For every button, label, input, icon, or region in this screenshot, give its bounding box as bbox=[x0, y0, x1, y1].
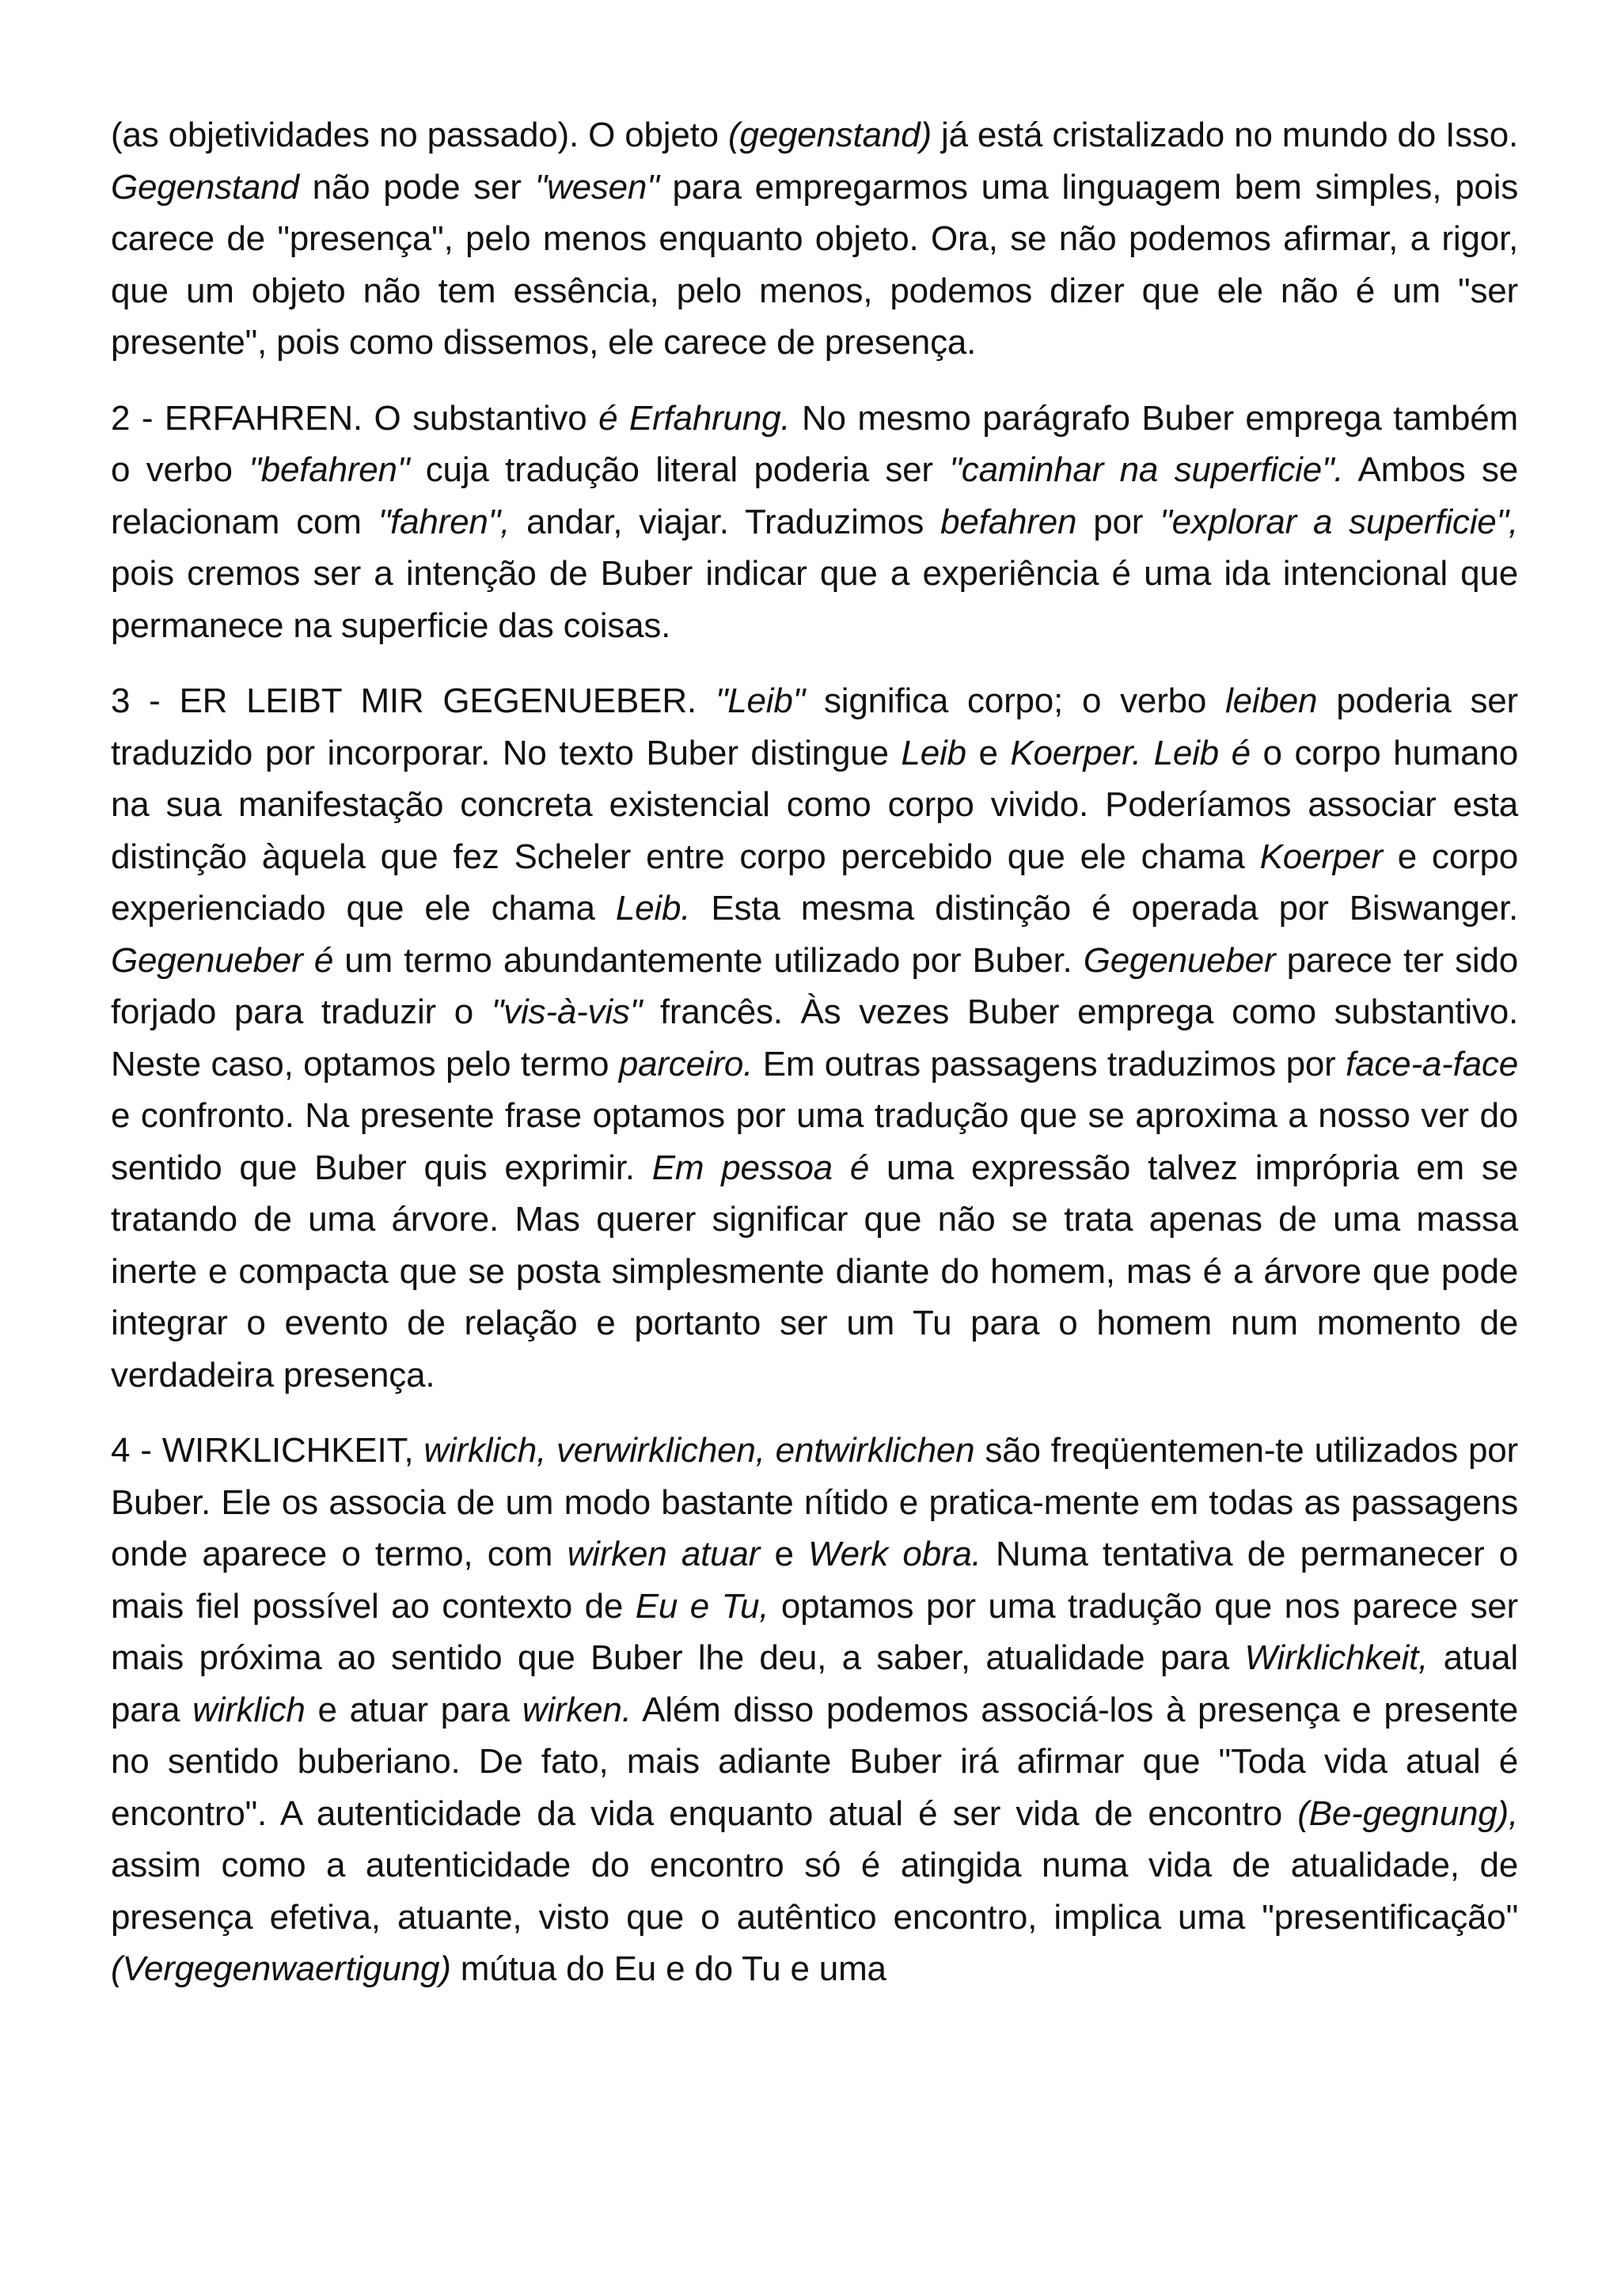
text-segment: significa corpo; o verbo bbox=[805, 681, 1226, 720]
italic-term: leiben bbox=[1225, 681, 1318, 720]
text-segment: e confronto. Na presente frase optamos por uma tradução que se aproxima a nosso ver do sentido que Buber quis exprimir. bbox=[111, 1096, 1518, 1187]
italic-term: "explorar a superficie", bbox=[1160, 502, 1519, 541]
text-segment: 2 - ERFAHREN. O substantivo bbox=[111, 398, 599, 438]
italic-term: befahren bbox=[940, 502, 1077, 541]
text-segment: mútua do Eu e do Tu e uma bbox=[450, 1949, 886, 1988]
text-segment: parece ter sido forjado para traduzir o bbox=[111, 940, 1518, 1031]
text-segment: Esta mesma distinção é operada por Biswanger. bbox=[690, 889, 1519, 928]
text-segment: optamos por uma tradução que nos parece ser mais próxima ao sentido que Buber lhe deu, a saber, atualidade para bbox=[111, 1586, 1518, 1677]
text-segment: No mesmo parágrafo Buber emprega também o verbo bbox=[111, 398, 1518, 489]
italic-term: "Leib" bbox=[715, 681, 806, 720]
italic-term: Wirklichkeit, bbox=[1244, 1638, 1429, 1677]
text-segment: 4 - WIRKLICHKEIT, bbox=[111, 1431, 424, 1470]
text-segment: atual para bbox=[111, 1638, 1518, 1729]
italic-term: (Be-gegnung), bbox=[1297, 1793, 1518, 1833]
text-segment: e bbox=[760, 1535, 809, 1573]
text-segment: Além disso podemos associá-los à presença e presente no sentido buberiano. De fato, mais adiante Buber irá afirmar que "Toda vida atual é encontro". A autenticidade da vida enquanto atual é ser vida de encontro bbox=[111, 1690, 1518, 1833]
text-segment: por bbox=[1076, 502, 1160, 541]
text-segment: uma expressão talvez imprópria em se tratando de uma árvore. Mas querer significar que não se trata apenas de uma massa inerte e compacta que se posta simplesmente diante do homem, mas é a árvore que pode integrar o evento de relação e portanto ser um Tu para o homem num momento de verdadeira presença. bbox=[111, 1148, 1518, 1395]
text-segment: poderia ser traduzido por incorporar. No texto Buber distingue bbox=[111, 681, 1518, 772]
italic-term: (Vergegenwaertigung) bbox=[111, 1949, 451, 1988]
italic-term: "vis-à-vis" bbox=[491, 992, 643, 1031]
italic-term: Leib bbox=[901, 733, 966, 772]
italic-term: Gegenueber é bbox=[111, 940, 334, 980]
text-segment: 3 - ER LEIBT MIR GEGENUEBER. bbox=[111, 681, 716, 720]
paragraph-er-leibt-mir-gegenueber bbox=[111, 675, 1518, 1401]
text-segment: não pode ser bbox=[298, 167, 535, 207]
text-segment: o corpo humano na sua manifestação concreta existencial como corpo vivido. Poderíamos associar esta distinção àquela que fez Scheler entre corpo percebido que ele chama bbox=[111, 733, 1518, 876]
text-segment: Em outras passagens traduzimos por bbox=[753, 1044, 1346, 1083]
italic-term: "befahren" bbox=[249, 450, 410, 489]
text-segment: são freqüentemen-te utilizados por Buber. Ele os associa de um modo bastante nítido e pratica-mente em todas as passagens onde aparece o termo, com bbox=[111, 1431, 1518, 1573]
italic-term: Gegenueber bbox=[1083, 940, 1276, 980]
italic-term: é Erfahrung. bbox=[598, 398, 791, 438]
italic-term: Koerper. Leib é bbox=[1010, 733, 1251, 772]
italic-term: wirken atuar bbox=[567, 1535, 761, 1573]
italic-term: Werk obra. bbox=[808, 1535, 981, 1573]
italic-term: Koerper bbox=[1259, 837, 1383, 876]
text-segment: cuja tradução literal poderia ser bbox=[409, 450, 950, 489]
italic-term: "fahren", bbox=[378, 502, 511, 541]
text-segment: Numa tentativa de permanecer o mais fiel possível ao contexto de bbox=[111, 1535, 1518, 1626]
italic-term: wirklich, verwirklichen, entwirklichen bbox=[423, 1431, 975, 1470]
text-segment: um termo abundantemente utilizado por Buber. bbox=[333, 940, 1084, 980]
text-segment: e corpo experienciado que ele chama bbox=[111, 837, 1518, 928]
italic-term: "wesen" bbox=[534, 167, 659, 207]
paragraph-wirklichkeit bbox=[111, 1425, 1518, 1995]
italic-term: Eu e Tu, bbox=[635, 1586, 769, 1626]
paragraph-objetividades bbox=[111, 109, 1518, 369]
italic-term: wirken. bbox=[522, 1690, 632, 1729]
paragraph-erfahren bbox=[111, 393, 1518, 652]
italic-term: wirklich bbox=[192, 1690, 306, 1729]
italic-term: Gegenstand bbox=[111, 167, 299, 207]
text-segment: Ambos se relacionam com bbox=[111, 450, 1518, 541]
italic-term: Em pessoa é bbox=[651, 1148, 870, 1187]
text-segment: pois cremos ser a intenção de Buber indicar que a experiência é uma ida intencional que permanece na superficie das coisas. bbox=[111, 554, 1518, 645]
italic-term: face-a-face bbox=[1346, 1044, 1518, 1083]
text-segment: assim como a autenticidade do encontro só é atingida numa vida de atualidade, de presença efetiva, atuante, visto que o autêntico encontro, implica uma "presentificação" bbox=[111, 1846, 1518, 1937]
italic-term: parceiro. bbox=[618, 1044, 754, 1083]
italic-term: "caminhar na superficie". bbox=[949, 450, 1344, 489]
text-segment: e atuar para bbox=[305, 1690, 522, 1729]
document-page bbox=[111, 109, 1518, 1995]
text-segment: andar, viajar. Traduzimos bbox=[510, 502, 941, 541]
text-segment: (as objetividades no passado). O objeto bbox=[111, 116, 728, 154]
text-segment: e bbox=[966, 733, 1011, 772]
text-segment: já está cristalizado no mundo do Isso. bbox=[931, 116, 1518, 154]
italic-term: Leib. bbox=[615, 889, 691, 928]
text-segment: francês. Às vezes Buber emprega como substantivo. Neste caso, optamos pelo termo bbox=[111, 992, 1519, 1083]
text-segment: para empregarmos uma linguagem bem simples, pois carece de "presença", pelo menos enquanto objeto. Ora, se não podemos afirmar, a rigor, que um objeto não tem essência, pelo menos, podemos dizer que ele não é um "ser presente", pois como dissemos, ele carece de presença. bbox=[111, 167, 1518, 362]
italic-term: (gegenstand) bbox=[728, 116, 932, 154]
